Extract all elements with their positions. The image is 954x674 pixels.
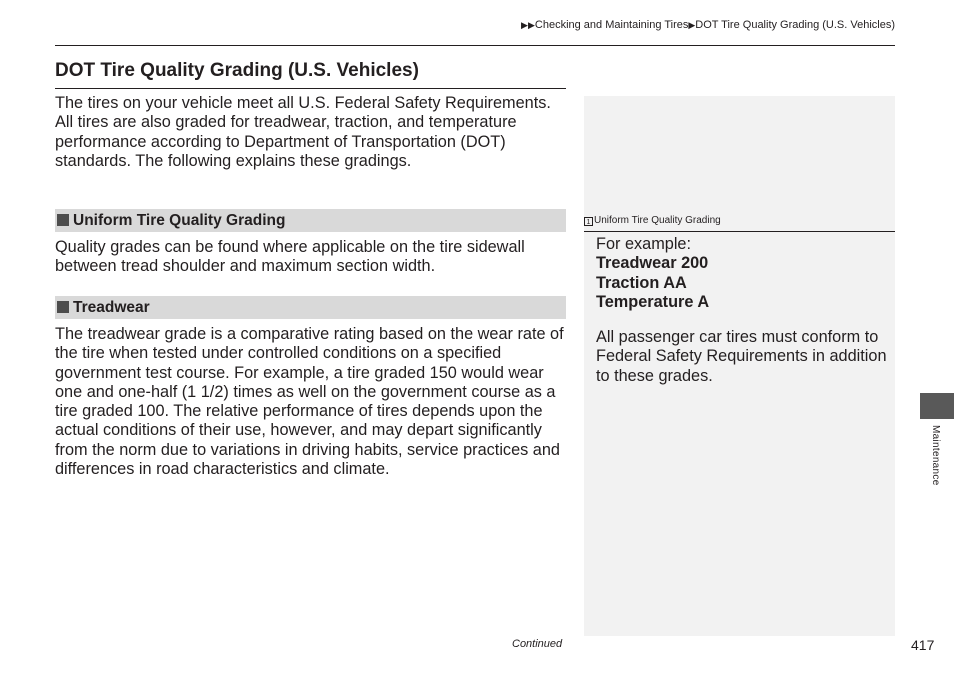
chapter-tab-label: Maintenance: [930, 425, 941, 486]
example-treadwear: Treadwear 200: [596, 254, 709, 273]
sidebar-caption: [584, 215, 721, 226]
sidebar-caption-label: Uniform Tire Quality Grading: [594, 215, 721, 226]
title-divider: [55, 88, 566, 89]
subheading-label: Uniform Tire Quality Grading: [73, 212, 286, 229]
intro-paragraph: The tires on your vehicle meet all U.S. Federal Safety Requirements. All tires are also graded for treadwear, traction, and temperature performance according to Department of Transportation (DOT) standards. The following explains these gradings.: [55, 94, 551, 170]
section-title: DOT Tire Quality Grading (U.S. Vehicles): [55, 60, 419, 81]
subheading-uniform-tire-quality-grading: [55, 209, 566, 232]
reference-mark-icon: 1: [584, 217, 593, 226]
subheading-label: Treadwear: [73, 299, 150, 316]
subheading-treadwear: [55, 296, 566, 319]
breadcrumb: [521, 19, 895, 31]
treadwear-paragraph: The treadwear grade is a comparative rating based on the wear rate of the tire when tested under controlled conditions on a specified government test course. For example, a tire graded 150 would wear one and one-half (1 1/2) times as well on the government course as a tire graded 100. The relative performance of tires depends upon the actual conditions of their use, however, and may depart significantly from the norm due to variations in driving habits, service practices and differences in road characteristics and climate.: [55, 325, 564, 479]
sidebar-note: All passenger car tires must conform to Federal Safety Requirements in addition to these grades.: [596, 328, 887, 385]
sidebar-example: [596, 235, 891, 312]
breadcrumb-level2: DOT Tire Quality Grading (U.S. Vehicles): [695, 19, 895, 31]
uniform-grading-paragraph: Quality grades can be found where applicable on the tire sidewall between tread shoulder and maximum section width.: [55, 238, 525, 276]
header-divider: [55, 45, 895, 46]
continued-label: Continued: [512, 638, 563, 650]
square-bullet-icon: [57, 214, 69, 226]
example-intro: For example:: [596, 235, 692, 253]
page-number: 417: [911, 637, 935, 653]
example-temperature: Temperature A: [596, 292, 710, 311]
sidebar-divider: [584, 231, 895, 232]
square-bullet-icon: [57, 301, 69, 313]
example-traction: Traction AA: [596, 273, 687, 292]
breadcrumb-separator-icon: ▶: [688, 20, 696, 30]
chapter-tab: [920, 393, 954, 419]
breadcrumb-arrows-icon: ▶▶: [521, 20, 535, 30]
breadcrumb-level1: Checking and Maintaining Tires: [534, 19, 689, 31]
